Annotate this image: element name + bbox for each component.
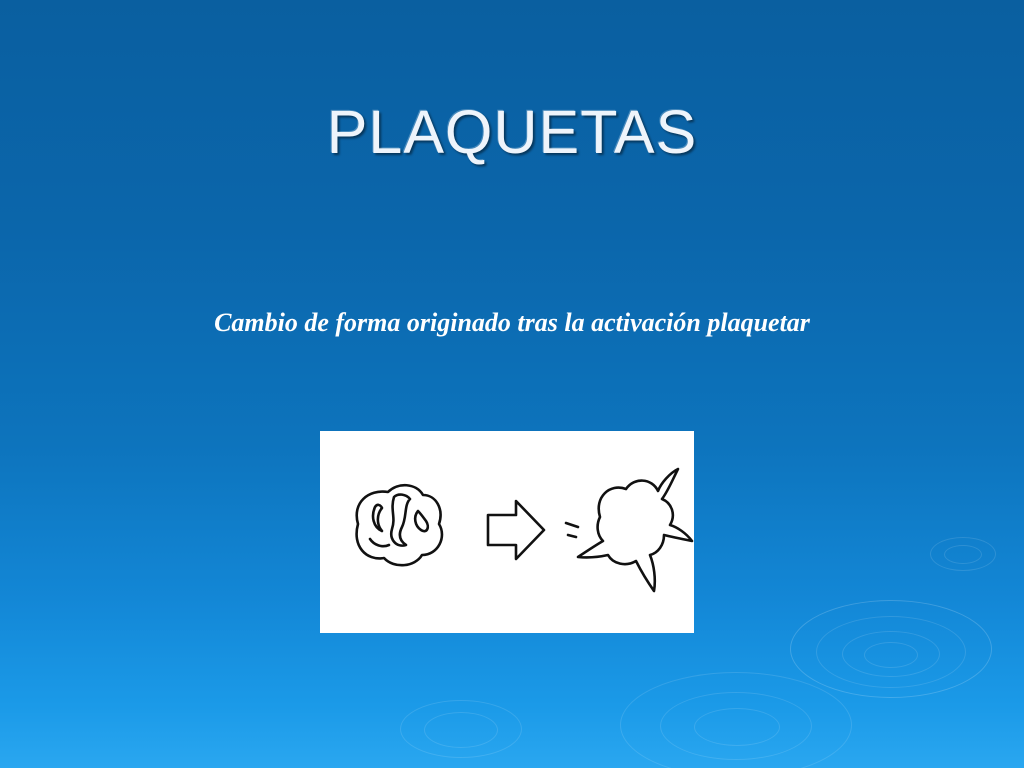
ripple-decoration — [944, 545, 982, 564]
ripple-decoration — [930, 537, 996, 571]
platelet-shape-change-figure — [320, 431, 694, 633]
ripple-decoration — [816, 616, 966, 688]
ripple-decoration — [694, 708, 780, 746]
resting-platelet-icon — [357, 485, 442, 565]
ripple-decoration — [864, 642, 918, 668]
ripple-decoration — [620, 672, 852, 768]
ripple-decoration — [400, 700, 522, 758]
activated-platelet-icon — [566, 469, 692, 591]
ripple-decoration — [790, 600, 992, 698]
ripple-decoration — [842, 631, 940, 677]
slide-subtitle: Cambio de forma originado tras la activación plaquetar — [214, 308, 810, 337]
ripple-decoration — [424, 712, 498, 748]
page-title: PLAQUETAS — [326, 97, 698, 166]
arrow-right-icon — [488, 501, 544, 559]
ripple-decoration — [660, 692, 812, 760]
